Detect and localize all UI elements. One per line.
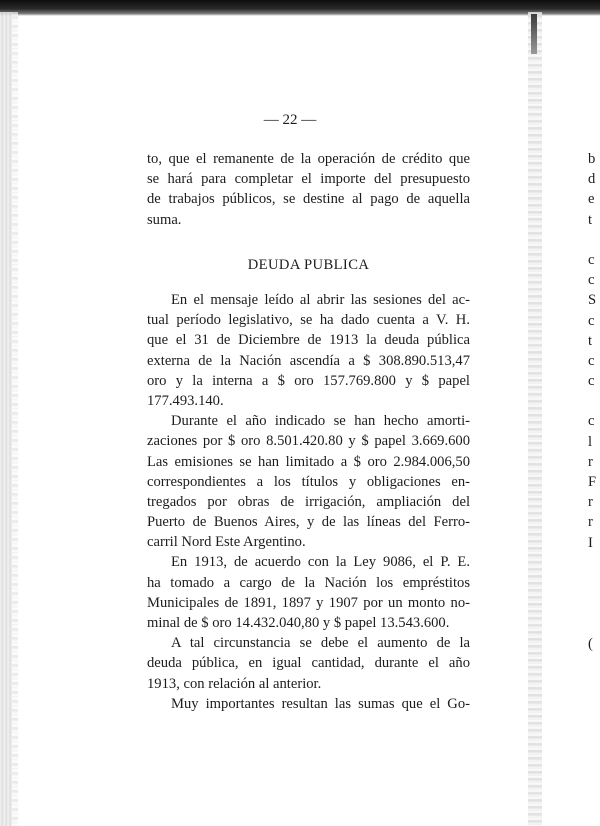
text-line: to, que el remanente de la operación de crédito que [147,151,470,167]
text-line: ha tomado a cargo de la Nación los empréstitos [147,574,470,591]
facing-page-letter: c [588,352,595,369]
scan-left-edge-shadow [12,12,18,826]
facing-page-letter: c [588,251,595,268]
body-text [147,290,470,714]
text-line: 1913, con relación al anterior. [147,675,322,692]
facing-page-letter [588,553,600,573]
gutter-shadow [531,14,537,54]
facing-page-letter: c [588,413,595,430]
facing-page-letter: r [588,453,593,470]
facing-page-letter: F [588,474,597,490]
facing-page-letter: t [588,332,593,349]
facing-page-letter [588,613,600,633]
text-line: minal de $ oro 14.432.040,80 y $ papel 13.543.600. [147,615,450,631]
text-line: Durante el año indicado se han hecho amorti- [171,413,470,430]
text-line: En el mensaje leído al abrir las sesiones del ac- [171,292,470,308]
facing-page-letter: r [588,494,593,511]
facing-page-letter: S [588,292,597,309]
text-line: deuda pública, en igual cantidad, durante el año [147,655,470,672]
text-line: suma. [147,211,182,228]
facing-page-letter [588,593,600,613]
page-number: — 22 — [263,112,317,128]
text-line: Municipales de 1891, 1897 y 1907 por un monto no- [147,594,470,611]
facing-page-letter: t [588,211,593,228]
facing-page-letter: r [588,514,593,531]
section-heading: DEUDA PUBLICA [247,257,370,273]
text-line: que el 31 de Diciembre de 1913 la deuda pública [147,332,470,349]
book-gutter [528,12,542,826]
scan-top-border [0,0,600,16]
intro-paragraph [147,149,470,230]
text-line: oro y la interna a $ oro 157.769.800 y $ papel [147,372,470,389]
text-line: 177.493.140. [147,392,224,409]
facing-page-letter: c [588,272,595,289]
text-line: Las emisiones se han limitado a $ oro 2.984.006,50 [147,453,470,470]
facing-page-letter [588,230,600,250]
text-line: carril Nord Este Argentino. [147,534,306,551]
scan-left-edge [0,12,12,826]
text-line: externa de la Nación ascendía a $ 308.890.513,47 [147,352,470,369]
text-line: Puerto de Buenos Aires, y de las líneas del Ferro- [147,514,470,531]
facing-page-letter: l [588,433,593,450]
facing-page-letter [588,391,600,411]
text-line: de trabajos públicos, se destine al pago de aquella [147,191,470,208]
text-line: tregados por obras de irrigación, ampliación del [147,493,470,510]
facing-page-letter [588,573,600,593]
facing-page-letter: c [588,312,595,329]
text-line: correspondientes a los títulos y obligaciones en- [147,473,470,490]
facing-page-letter: I [588,534,593,551]
facing-page-fragment [588,149,600,654]
text-line: se hará para completar el importe del presupuesto [147,171,470,188]
text-line: zaciones por $ oro 8.501.420.80 y $ papel 3.669.600 [147,433,470,450]
text-line: En 1913, de acuerdo con la Ley 9086, el P. E. [171,554,470,571]
text-line: Muy importantes resultan las sumas que el Go- [171,695,470,712]
text-line: A tal circunstancia se debe el aumento de la [171,635,470,652]
facing-page-letter: d [588,171,596,188]
facing-page-letter: c [588,373,595,390]
facing-page-letter: b [588,151,596,167]
facing-page-letter: e [588,191,595,208]
text-line: tual período legislativo, se ha dado cuenta a V. H. [147,312,470,329]
facing-page-letter: ( [588,635,593,652]
